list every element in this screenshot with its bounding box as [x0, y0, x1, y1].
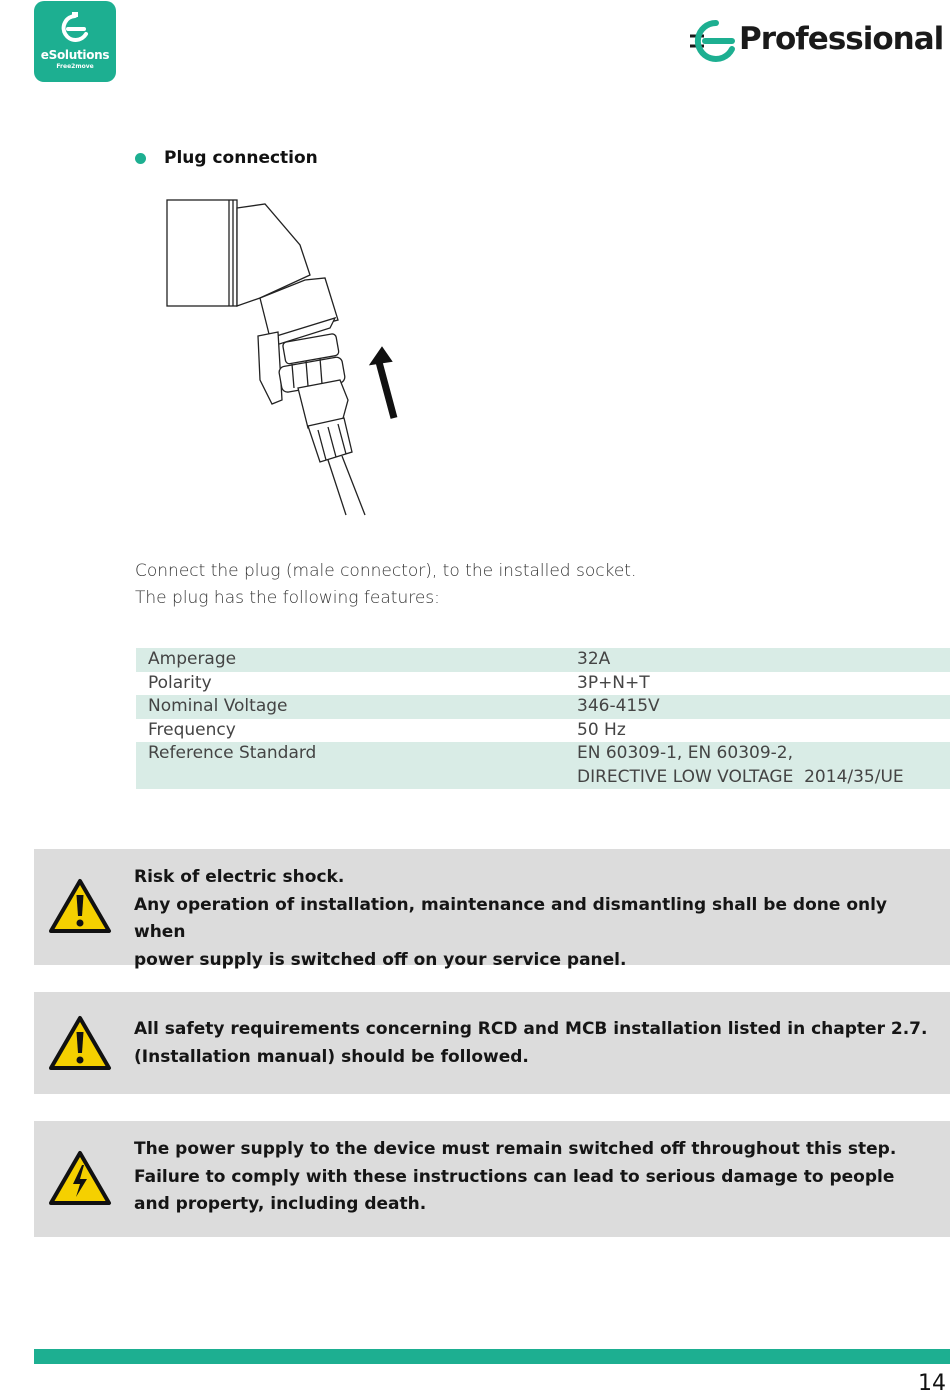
free2move-logo-text: Free2move — [56, 63, 94, 70]
warning-line: Any operation of installation, maintenance and dismantling shall be done only when — [134, 894, 888, 942]
warning-line: All safety requirements concerning RCD and MCB installation listed in chapter 2.7. — [134, 1019, 928, 1039]
section-title: Plug connection — [164, 148, 318, 168]
table-row — [136, 648, 950, 672]
plug-features-table — [136, 648, 950, 789]
warning-box-electric-shock — [34, 849, 950, 970]
e-plug-logo-icon — [59, 12, 91, 46]
spec-value: 50 Hz — [577, 719, 626, 740]
warning-text — [134, 864, 940, 974]
spec-label: Amperage — [136, 648, 577, 672]
table-row — [136, 742, 950, 789]
table-row — [136, 672, 950, 696]
intro-line-2: The plug has the following features: — [135, 588, 440, 608]
footer-bar — [34, 1349, 950, 1364]
high-voltage-icon — [48, 1150, 112, 1206]
spec-value — [577, 742, 950, 789]
page-number: 14 — [918, 1371, 946, 1396]
warning-text — [134, 1016, 940, 1071]
eprofessional-logo — [688, 17, 950, 65]
spec-value: 3P+N+T — [577, 672, 650, 693]
table-row — [136, 695, 950, 719]
warning-box-safety-requirements — [34, 992, 950, 1094]
warning-line: power supply is switched off on your service panel. — [134, 949, 627, 970]
warning-line: The power supply to the device must remain switched off throughout this step. — [134, 1139, 897, 1159]
bullet-dot — [135, 153, 146, 164]
esolutions-logo — [34, 1, 116, 82]
spec-value: 346-415V — [577, 695, 950, 719]
spec-label: Nominal Voltage — [136, 695, 577, 719]
plug-connection-illustration — [160, 190, 420, 520]
spec-label: Reference Standard — [136, 742, 577, 789]
warning-line: and property, including death. — [134, 1194, 427, 1214]
warning-exclamation-icon — [48, 878, 112, 934]
warning-line: Failure to comply with these instructions can lead to serious damage to people — [134, 1166, 895, 1187]
spec-label: Frequency — [148, 719, 236, 740]
esolutions-logo-text: eSolutions — [40, 48, 110, 62]
table-row — [136, 719, 950, 743]
warning-line: Risk of electric shock. — [134, 867, 345, 887]
spec-value-line-2: DIRECTIVE LOW VOLTAGE 2014/35/UE — [577, 766, 904, 787]
spec-label: Polarity — [148, 672, 212, 693]
intro-line-1: Connect the plug (male connector), to the installed socket. — [135, 561, 637, 581]
e-plug-brand-icon — [688, 19, 738, 65]
spec-value: 32A — [577, 648, 950, 672]
warning-exclamation-icon — [48, 1015, 112, 1071]
spec-value-line-1: EN 60309-1, EN 60309-2, — [577, 743, 793, 763]
professional-wordmark: Professional — [739, 21, 944, 57]
warning-box-power-off — [34, 1121, 950, 1237]
plug-socket-drawing-icon — [160, 190, 420, 520]
warning-text — [134, 1136, 940, 1219]
intro-text — [135, 558, 636, 612]
warning-line: (Installation manual) should be followed. — [134, 1046, 529, 1067]
